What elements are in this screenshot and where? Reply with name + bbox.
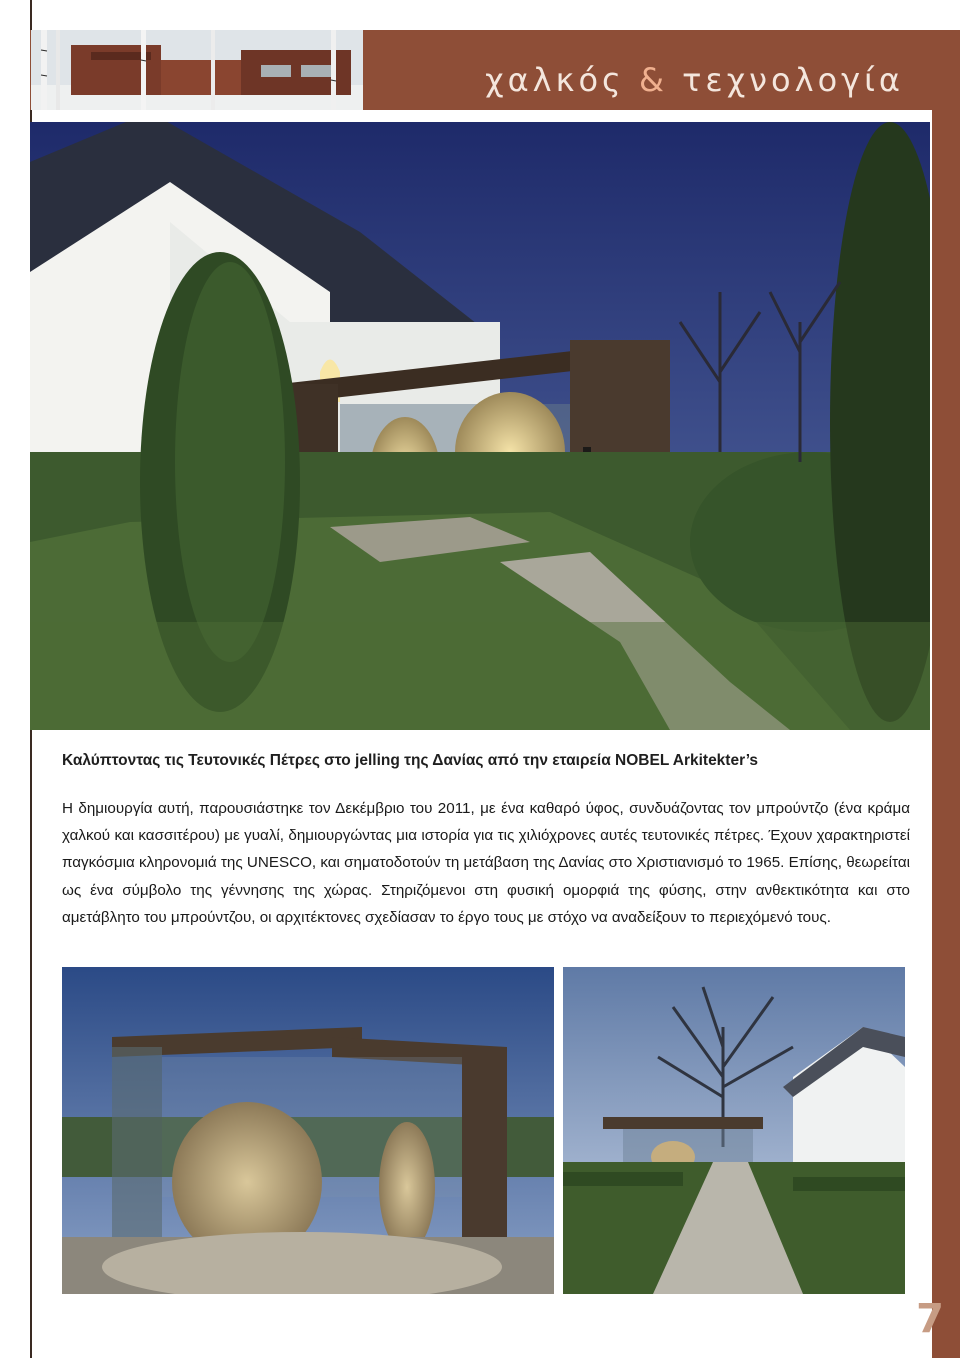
church-path-photo bbox=[563, 967, 905, 1294]
section-title-word-1: χαλκός bbox=[485, 61, 625, 99]
section-title-ampersand: & bbox=[639, 61, 668, 99]
right-side-bar bbox=[932, 110, 960, 1358]
section-title bbox=[485, 61, 904, 99]
hero-photo bbox=[30, 122, 930, 730]
header-thumbnail-image bbox=[31, 30, 363, 110]
stones-pavilion-photo bbox=[62, 967, 554, 1294]
section-title-word-2: τεχνολογία bbox=[682, 61, 904, 99]
article-body: Η δημιουργία αυτή, παρουσιάστηκε τον Δεκέμβριο του 2011, με ένα καθαρό ύφος, συνδυάζοντας τον μπρούντζο (ένα κράμα χαλκού και κασσιτέρου) με γυαλί, δημιουργώντας μια ιστορία για τις χιλιόχρονες αυτές τευτονικές πέτρες. Έχουν χαρακτηριστεί παγκόσμια κληρονομιά της UNESCO, και σηματοδοτούν τη μετάβαση της Δανίας στο Χριστιανισμό το 1965. Επίσης, θεωρείται ως ένα σύμβολο της γέννησης της χώρας. Στηριζόμενοι στη φυσική ομορφιά της φύσης, στην ανθεκτικότητα και στο αμετάβλητο του μπρούντζου, οι αρχιτέκτονες σχεδίασαν το έργο τους με στόχο να αναδείξουν το περιεχόμενό τους. bbox=[62, 800, 910, 926]
page-number: 7 bbox=[916, 1296, 944, 1342]
article-caption: Καλύπτοντας τις Τευτονικές Πέτρες στο jelling της Δανίας από την εταιρεία NOBEL Arkitekter’s bbox=[62, 752, 759, 769]
